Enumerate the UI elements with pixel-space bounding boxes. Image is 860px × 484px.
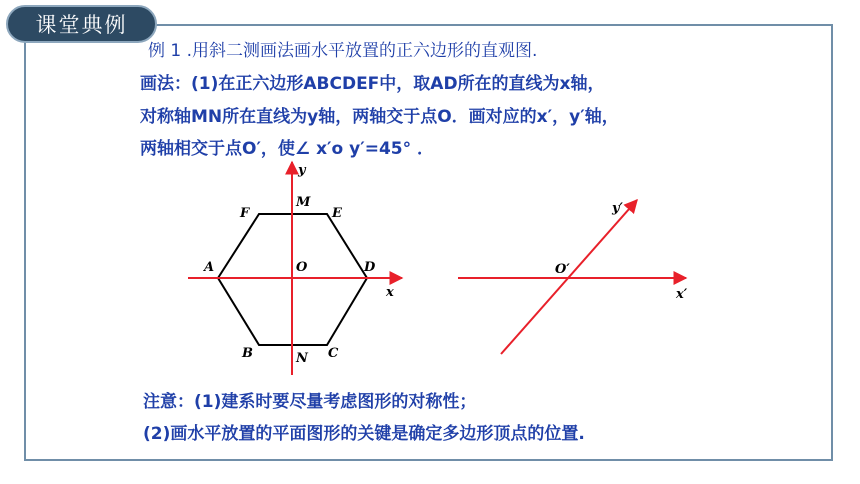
label-E: E [332,206,342,221]
note-line-1: 注意：(1)建系时要尽量考虑图形的对称性； [143,392,477,412]
method-line-2: 对称轴MN所在直线为y轴，两轴交于点O．画对应的x′，y′轴， [140,107,619,127]
label-x: x [386,285,394,300]
label-y-prime: y′ [612,201,623,216]
label-C: C [328,346,339,361]
label-N: N [296,351,308,366]
oblique-axes-figure [458,200,688,354]
label-O-prime: O′ [555,262,570,277]
label-O: O [296,260,308,275]
section-tag: 课堂典例 [6,5,157,43]
label-A: A [204,260,215,275]
label-D: D [364,260,376,275]
label-x-prime: x′ [676,287,688,302]
label-F: F [240,206,250,221]
note-line-2: (2)画水平放置的平面图形的关键是确定多边形顶点的位置. [143,424,585,444]
method-line-1: 画法：(1)在正六边形ABCDEF中，取AD所在的直线为x轴， [140,74,605,94]
label-B: B [242,346,253,361]
example-title: 例 1 .用斜二测画法画水平放置的正六边形的直观图. [148,41,538,61]
method-line-3: 两轴相交于点O′，使∠ x′o y′=45° ． [140,139,435,159]
hexagon-figure [188,162,402,375]
label-M: M [296,195,311,210]
label-y: y [298,163,306,178]
